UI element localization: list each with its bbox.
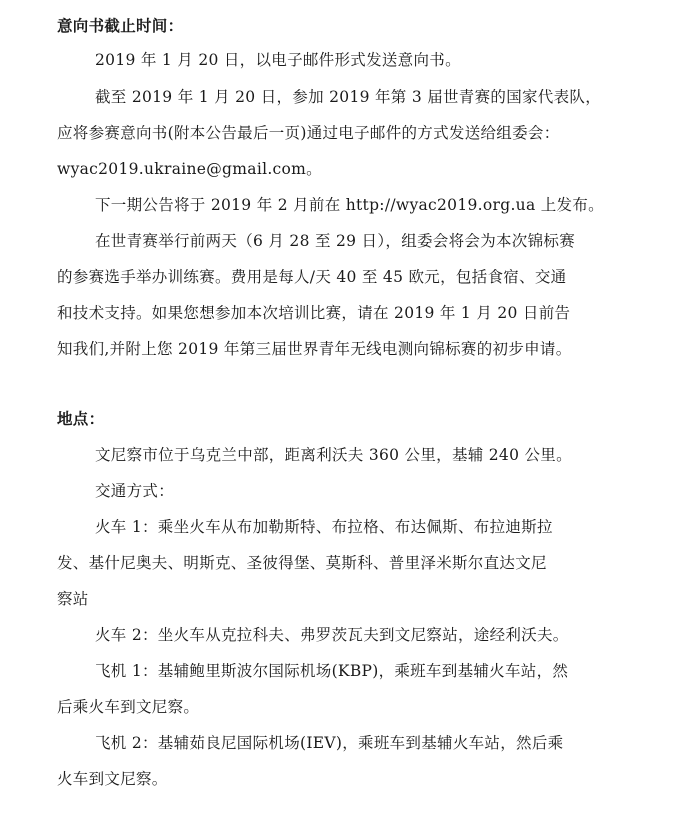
intent-paragraph-line: 应将参赛意向书(附本公告最后一页)通过电子邮件的方式发送给组委会： [57, 124, 560, 142]
next-bulletin-paragraph: 下一期公告将于 2019 年 2 月前在 http://wyac2019.org.ua 上发布。 [95, 196, 604, 214]
deadline-heading: 意向书截止时间： [57, 17, 184, 35]
email-address-line: wyac2019.ukraine@gmail.com。 [57, 160, 322, 178]
training-paragraph-line: 在世青赛举行前两天（6 月 28 至 29 日），组委会将会为本次锦标赛 [95, 232, 575, 250]
plane2-line: 火车到文尼察。 [57, 770, 168, 788]
train1-line: 发、基什尼奥夫、明斯克、圣彼得堡、莫斯科、普里泽米斯尔直达文尼 [57, 554, 547, 572]
train1-line: 察站 [57, 590, 89, 608]
train2-paragraph: 火车 2：坐火车从克拉科夫、弗罗茨瓦夫到文尼察站，途经利沃夫。 [95, 626, 569, 644]
transport-label: 交通方式： [95, 482, 175, 500]
deadline-paragraph: 2019 年 1 月 20 日，以电子邮件形式发送意向书。 [95, 51, 461, 69]
plane2-line: 飞机 2：基辅茹良尼国际机场(IEV)，乘班车到基辅火车站，然后乘 [95, 734, 564, 752]
plane1-line: 后乘火车到文尼察。 [57, 698, 200, 716]
training-paragraph-line: 的参赛选手举办训练赛。费用是每人/天 40 至 45 欧元，包括食宿、交通 [57, 268, 567, 286]
location-paragraph: 文尼察市位于乌克兰中部，距离利沃夫 360 公里，基辅 240 公里。 [95, 446, 572, 464]
plane1-line: 飞机 1：基辅鲍里斯波尔国际机场(KBP)，乘班车到基辅火车站，然 [95, 662, 569, 680]
training-paragraph-line: 知我们,并附上您 2019 年第三届世界青年无线电测向锦标赛的初步申请。 [57, 340, 572, 358]
location-heading: 地点： [57, 410, 105, 428]
intent-paragraph-line: 截至 2019 年 1 月 20 日，参加 2019 年第 3 届世青赛的国家代表队， [95, 88, 602, 106]
training-paragraph-line: 和技术支持。如果您想参加本次培训比赛，请在 2019 年 1 月 20 日前告 [57, 304, 571, 322]
train1-line: 火车 1：乘坐火车从布加勒斯特、布拉格、布达佩斯、布拉迪斯拉 [95, 518, 553, 536]
